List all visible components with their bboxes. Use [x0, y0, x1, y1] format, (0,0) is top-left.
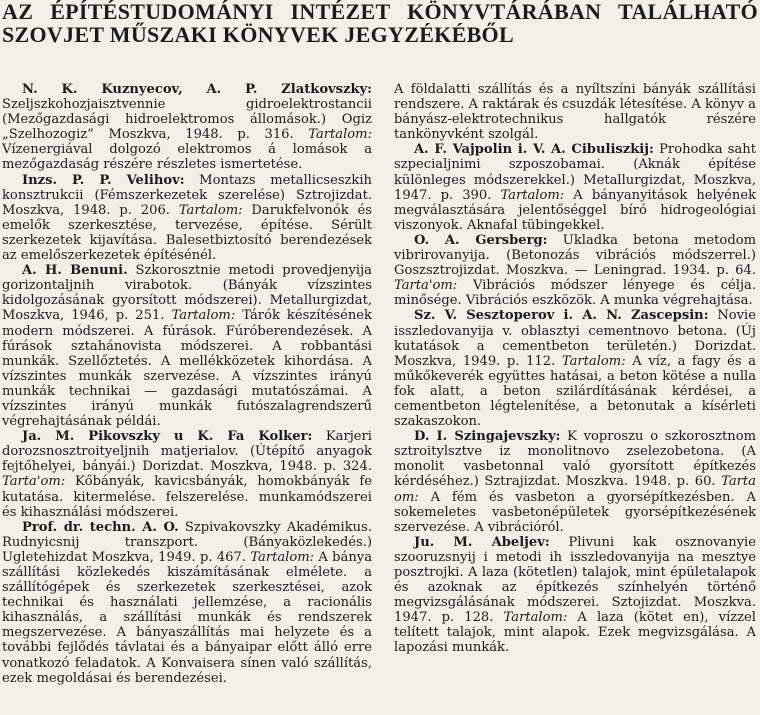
- bibliography-entry: [394, 429, 756, 535]
- entry-contents-label: Tartalom:: [308, 127, 372, 143]
- entry-authors: D. I. Szingajevszky:: [414, 429, 561, 445]
- bibliography-entry: [394, 142, 756, 233]
- bibliography-entry: [394, 308, 756, 429]
- entry-description: Szkorosztnie metodi provedjenyija gorizontaljnih virabotok. (Bányák vízszintes kidolgozásának gyorsított módszerei). Metallurgizdat, Moszkva, 1946, p. 251.: [2, 263, 372, 324]
- bibliography-entry: [394, 82, 756, 142]
- entry-contents: A bányanyitások helyének megválasztására jelentőséggel bíró hidrogeológiai viszonyok. Aknafal tübingekkel.: [394, 187, 756, 233]
- page-title: [2, 0, 758, 46]
- entry-contents-label: Tartalom:: [500, 187, 565, 203]
- entry-description: Ukladka betona metodom vibrirovanyija. (Betonozás vibrációs módszerrel.) Goszsztrojizdat. Moszkva. — Leningrad. 1934. p. 64.: [394, 232, 756, 279]
- entry-contents-label: Tarta'om:: [2, 474, 66, 490]
- entry-description: Karjeri dorozsnosztroityeljnih matjerialov. (Útépítő anyagok fejtőhelyei, bányái.) Dorizdat. Moszkva, 1948. p. 324.: [2, 429, 372, 475]
- title-line: SZOVJET MŰSZAKI KÖNYVEK JEGYZÉKÉBŐL: [2, 22, 514, 47]
- entry-authors: Prof. dr. techn. A. O.: [22, 519, 179, 535]
- entry-description: Prohodka saht szpecialjnimi szposzobamai. (Aknák építése különleges módszerekkel.) Metallurgizdat, Moszkva, 1947. p. 390.: [394, 142, 756, 203]
- entry-contents: A laza (kötet en), vízzel telített talajok, mint alapok. Ezek megvizsgálása. A lapozási munkák.: [394, 610, 756, 656]
- entry-contents-label: Tartalom:: [171, 308, 236, 324]
- entry-description: A földalatti szállítás és a nyíltszíni bányák szállítási rendszere. A raktárak és csuzdák létesítése. A könyv a bányász-elektrotechnikus hallgatók részére tankönyvként szolgál.: [394, 82, 756, 143]
- entry-authors: N. K. Kuznyecov, A. P. Zlatkovszky:: [22, 82, 372, 97]
- entry-contents-label: Tartalom:: [250, 549, 315, 565]
- title-line: AZ ÉPÍTÉSTUDOMÁNYI INTÉZET KÖNYVTÁRÁBAN TALÁLHATÓ: [2, 0, 758, 24]
- entry-authors: Sz. V. Sesztoperov i. A. N. Zascepsin:: [414, 308, 709, 324]
- bibliography-entry: [2, 429, 372, 520]
- entry-contents: Kőbányák, kavicsbányák, homokbányák fe kutatása. kitermelése. felszerelése. munkamódszerei és kihasználási módszerei.: [2, 474, 372, 520]
- bibliography-entry: [2, 173, 372, 264]
- bibliography-entry: [394, 233, 756, 308]
- entry-description: Szpivakovszky Akadémikus. Rudnyicsnij transzport. (Bányaközlekedés.) Ugletehizdat Moszkva, 1949. p. 467.: [2, 519, 372, 565]
- entry-contents: Tárók készítésének modern módszerei. A fúrások. Fúróberendezések. A fúrások sztahánovista módszerei. A robbantási munkák. Szellőztetés. A mellékközetek kihordása. A vízszintes munkák szervezése. A vízszintes irányú munkák technikai — gazdasági mutatószámai. A vízszintes irányú munkák futószalagrendszerű végrehajtásának példái.: [2, 308, 372, 430]
- left-column: [2, 82, 372, 715]
- entry-contents-label: Tartalom:: [561, 353, 626, 369]
- entry-contents: A víz, a fagy és a műkőkeverék együttes hatásai, a beton kötése a nulla fok alatt, a beton szilárdításának kérdései, a cementbeton légtelenítése, a betonutak a kísérleti szakaszokon.: [394, 353, 756, 430]
- entry-authors: A. H. Benuni.: [22, 263, 128, 279]
- entry-contents-label: Tarta om:: [394, 474, 756, 505]
- entry-authors: O. A. Gersberg:: [414, 232, 548, 248]
- bibliography-entry: [394, 535, 756, 656]
- bibliography-entry: [2, 520, 372, 686]
- entry-description: Montazs metallicseszkih konsztrukcii (Fémszerkezetek szerelése) Sztrojizdat. Moszkva, 1948. p. 206.: [2, 172, 372, 218]
- entry-contents: Vibrációs módszer lényege és célja. minősége. Vibrációs eszközök. A munka végrehajtása.: [394, 278, 756, 309]
- entry-contents: A bánya szállítási közlekedés kiszámításának elmélete. a szállítógépek és szerkezetek szerkesztései, azok technikai és használati jellemzése, a racionális kihasználás, a szállítási munkák és rendszerek megszervezése. A bányaszállítás mai helyzete és a további fejlődés távlatai és a bányaipar előtt álló erre vonatkozó feladatok. A Konvaisera sínen való szállítás, ezek megoldásai és berendezései.: [2, 549, 372, 686]
- entry-contents: Darukfelvonók és emelők szerkesztése, tervezése, építése. Sérült szerkezetek kijavítása. Balesetbiztosító berendezések az emelőszerkezetek építésénél.: [2, 202, 372, 264]
- entry-contents: Vízenergiával dolgozó elektromos á lomások a mezőgazdaság részére részletes ismertetése.: [2, 142, 372, 173]
- entry-authors: Inzs. P. P. Velihov:: [22, 172, 185, 188]
- entry-authors: A. F. Vajpolin i. V. A. Cibuliszkij:: [414, 142, 654, 158]
- entry-description: Szeljszkohozjaisztvennie gidroelektrostancii (Mezőgazdasági hidroelektromos állomások.) Ogiz „Szelhozogiz” Moszkva, 1948. p. 316.: [2, 97, 372, 143]
- entry-contents: A fém és vasbeton a gyorsépítkezésben. A sokemeletes vasbetonépületek gyorsépítkezésének szervezése. A vibrációról.: [394, 489, 756, 535]
- right-column: [394, 82, 756, 715]
- entry-description: K voproszu o szkorosztnom sztroitylsztve iz monolitnovo zselezobetona. (A monolit vasbetonnal való gyorsított építkezés kérdéséhez.) Sztrajizdat. Moszkva. 1948. p. 60.: [394, 429, 756, 490]
- entry-authors: Ja. M. Pikovszky u K. Fa Kolker:: [22, 429, 313, 445]
- entry-contents-label: Tarta'om:: [394, 278, 458, 294]
- entry-authors: Ju. M. Abeljev:: [414, 534, 550, 550]
- entry-contents-label: Tartalom:: [503, 610, 568, 626]
- bibliography-entry: [2, 263, 372, 429]
- entry-description: Plivuni kak osznovanyie szooruzsnyij i metodi ih isszledovanyija na mesztye posztrojki. A laza (kötetlen) talajok, mint épületalapok és azoknak az építkezés színhelyén történő megvizsgálásának módszerei. Sztojizdat. Moszkva. 1947. p. 128.: [394, 534, 756, 626]
- entry-description: Novie isszledovanyija v. oblasztyi cementnovo betona. (Új kutatások a cementbeton területén.) Dorizdat. Moszkva, 1949. p. 112.: [394, 308, 756, 369]
- bibliography-entry: [2, 82, 372, 173]
- entry-contents-label: Tartalom:: [178, 202, 243, 218]
